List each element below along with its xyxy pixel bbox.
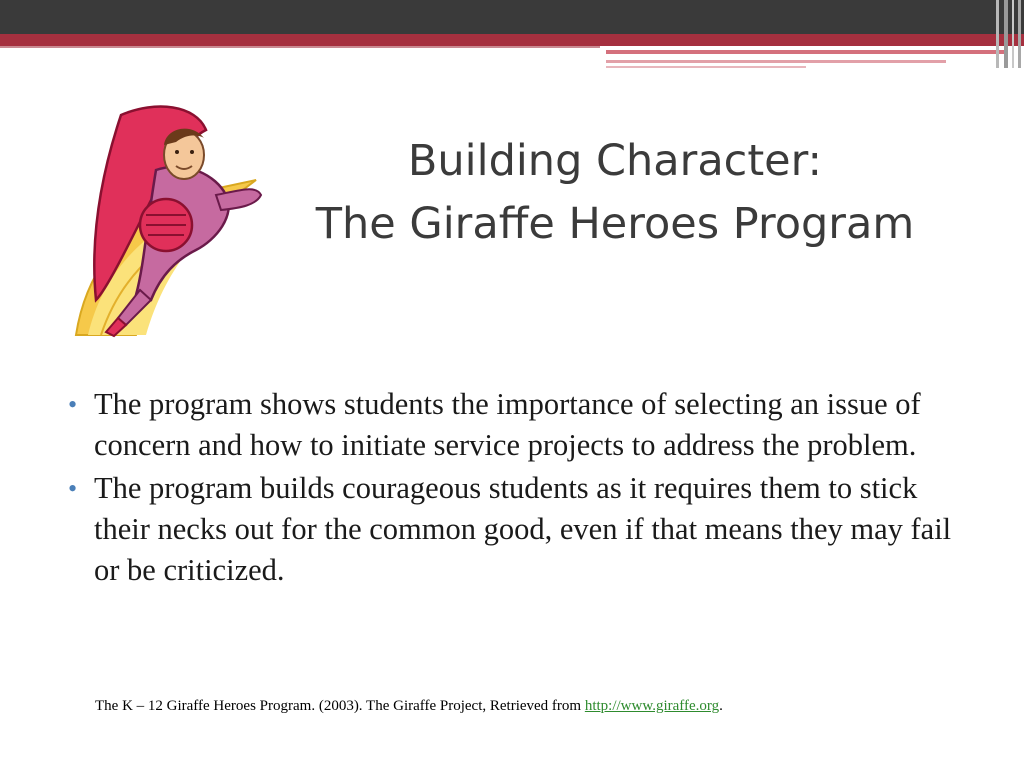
citation-end: . (719, 698, 723, 714)
slide-title-line-1: Building Character: (407, 136, 823, 186)
slide-title-line-2: The Giraffe Heroes Program (315, 199, 915, 249)
header-stripe (606, 60, 946, 63)
bullet-item (68, 468, 968, 591)
slide-title (270, 130, 960, 256)
bullet-list (68, 384, 968, 593)
bullet-dot-icon: • (68, 390, 78, 419)
header-vertical-stripe (1018, 0, 1021, 68)
header-thin-band (0, 46, 600, 48)
bullet-dot-icon: • (68, 474, 78, 503)
header-vertical-stripe (1012, 0, 1014, 68)
citation-link[interactable]: http://www.giraffe.org (584, 698, 720, 714)
header-stripe (606, 66, 806, 68)
header-vertical-stripe (1004, 0, 1008, 68)
bullet-text: The program builds courageous students as it requires them to stick their necks out for the common good, even if that means they may fail or be criticized. (94, 471, 952, 587)
header-stripe (606, 50, 1004, 54)
bullet-text: The program shows students the importance of selecting an issue of concern and how to initiate service projects to address the problem. (94, 387, 921, 462)
header-red-band (0, 34, 1024, 46)
citation (95, 698, 723, 715)
superhero-illustration (66, 100, 266, 340)
bullet-item (68, 384, 968, 466)
header-vertical-stripe (996, 0, 999, 68)
citation-text: The K – 12 Giraffe Heroes Program. (2003). The Giraffe Project, Retrieved from (95, 698, 585, 714)
header-dark-bar (0, 0, 1024, 34)
